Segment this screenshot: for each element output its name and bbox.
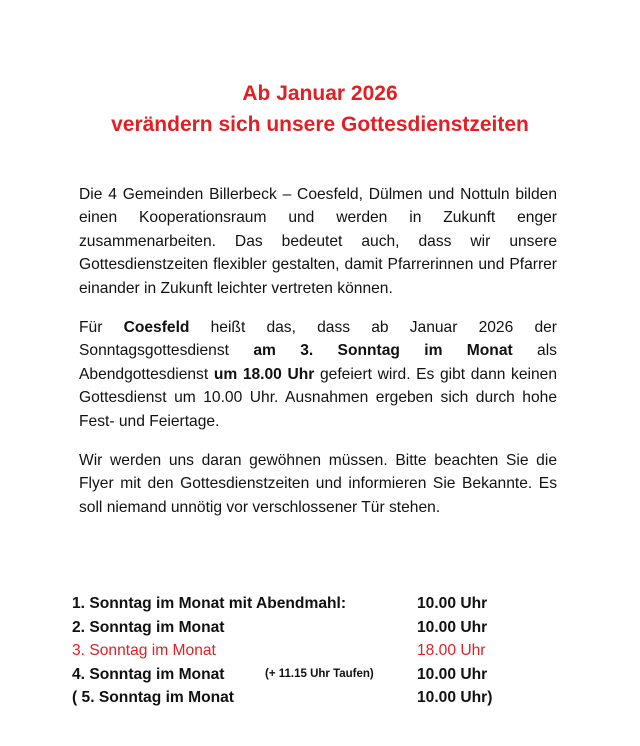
closing-paragraph: Wir werden uns daran gewöhnen müssen. Bitte beachten Sie die Flyer mit den Gottesdienstzeiten und informieren Sie Bekannte. Es soll niemand unnötig vor verschlossener Tür stehen. <box>79 452 557 516</box>
text-segment: heißt das, dass ab Januar 2026 der Sonntagsgottesdienst <box>79 319 557 360</box>
schedule-row <box>72 686 552 710</box>
schedule-row <box>72 616 552 640</box>
schedule-time: 10.00 Uhr <box>417 665 488 683</box>
bold-segment: um 18.00 Uhr <box>213 365 315 383</box>
schedule-note: (+ 11.15 Uhr Taufen) <box>265 667 374 680</box>
schedule-row <box>72 592 552 616</box>
intro-paragraph: Die 4 Gemeinden Billerbeck – Coesfeld, Dülmen und Nottuln bilden einen Kooperationsraum und werden in Zukunft enger zusammenarbeiten. Das bedeutet auch, dass wir unsere Gottesdienstzeiten flexibler gestalten, damit Pfarrerinnen und Pfarrer einander in Zukunft leichter vertreten können. <box>79 186 557 297</box>
bold-segment: Coesfeld <box>123 319 190 336</box>
schedule-time: 18.00 Uhr <box>417 642 486 659</box>
coesfeld-paragraph <box>79 316 557 433</box>
schedule-time: 10.00 Uhr <box>417 618 488 636</box>
schedule-label: 1. Sonntag im Monat mit Abendmahl: <box>72 595 347 612</box>
schedule-time: 10.00 Uhr <box>417 595 488 612</box>
text-segment: als Abendgottesdienst <box>79 342 557 383</box>
schedule-label: 3. Sonntag im Monat <box>72 642 216 659</box>
page-title <box>0 78 640 140</box>
schedule-time: 10.00 Uhr) <box>417 689 493 706</box>
bold-segment: am 3. Sonntag im Monat <box>253 342 513 360</box>
title-line-2: verändern sich unsere Gottesdienstzeiten <box>111 113 529 136</box>
schedule-row-highlighted <box>72 639 552 663</box>
schedule-label: 2. Sonntag im Monat <box>72 618 225 636</box>
text-segment: gefeiert wird. Es gibt dann keinen Gottesdienst um 10.00 Uhr. Ausnahmen ergeben sich durch hohe Fest- und Feiertage. <box>79 365 558 430</box>
schedule-row <box>72 663 552 687</box>
text-segment: Für <box>79 319 124 336</box>
schedule-list <box>72 592 552 710</box>
schedule-label: 4. Sonntag im Monat <box>72 665 225 683</box>
title-line-1: Ab Januar 2026 <box>242 82 398 105</box>
schedule-label: ( 5. Sonntag im Monat <box>72 689 234 706</box>
